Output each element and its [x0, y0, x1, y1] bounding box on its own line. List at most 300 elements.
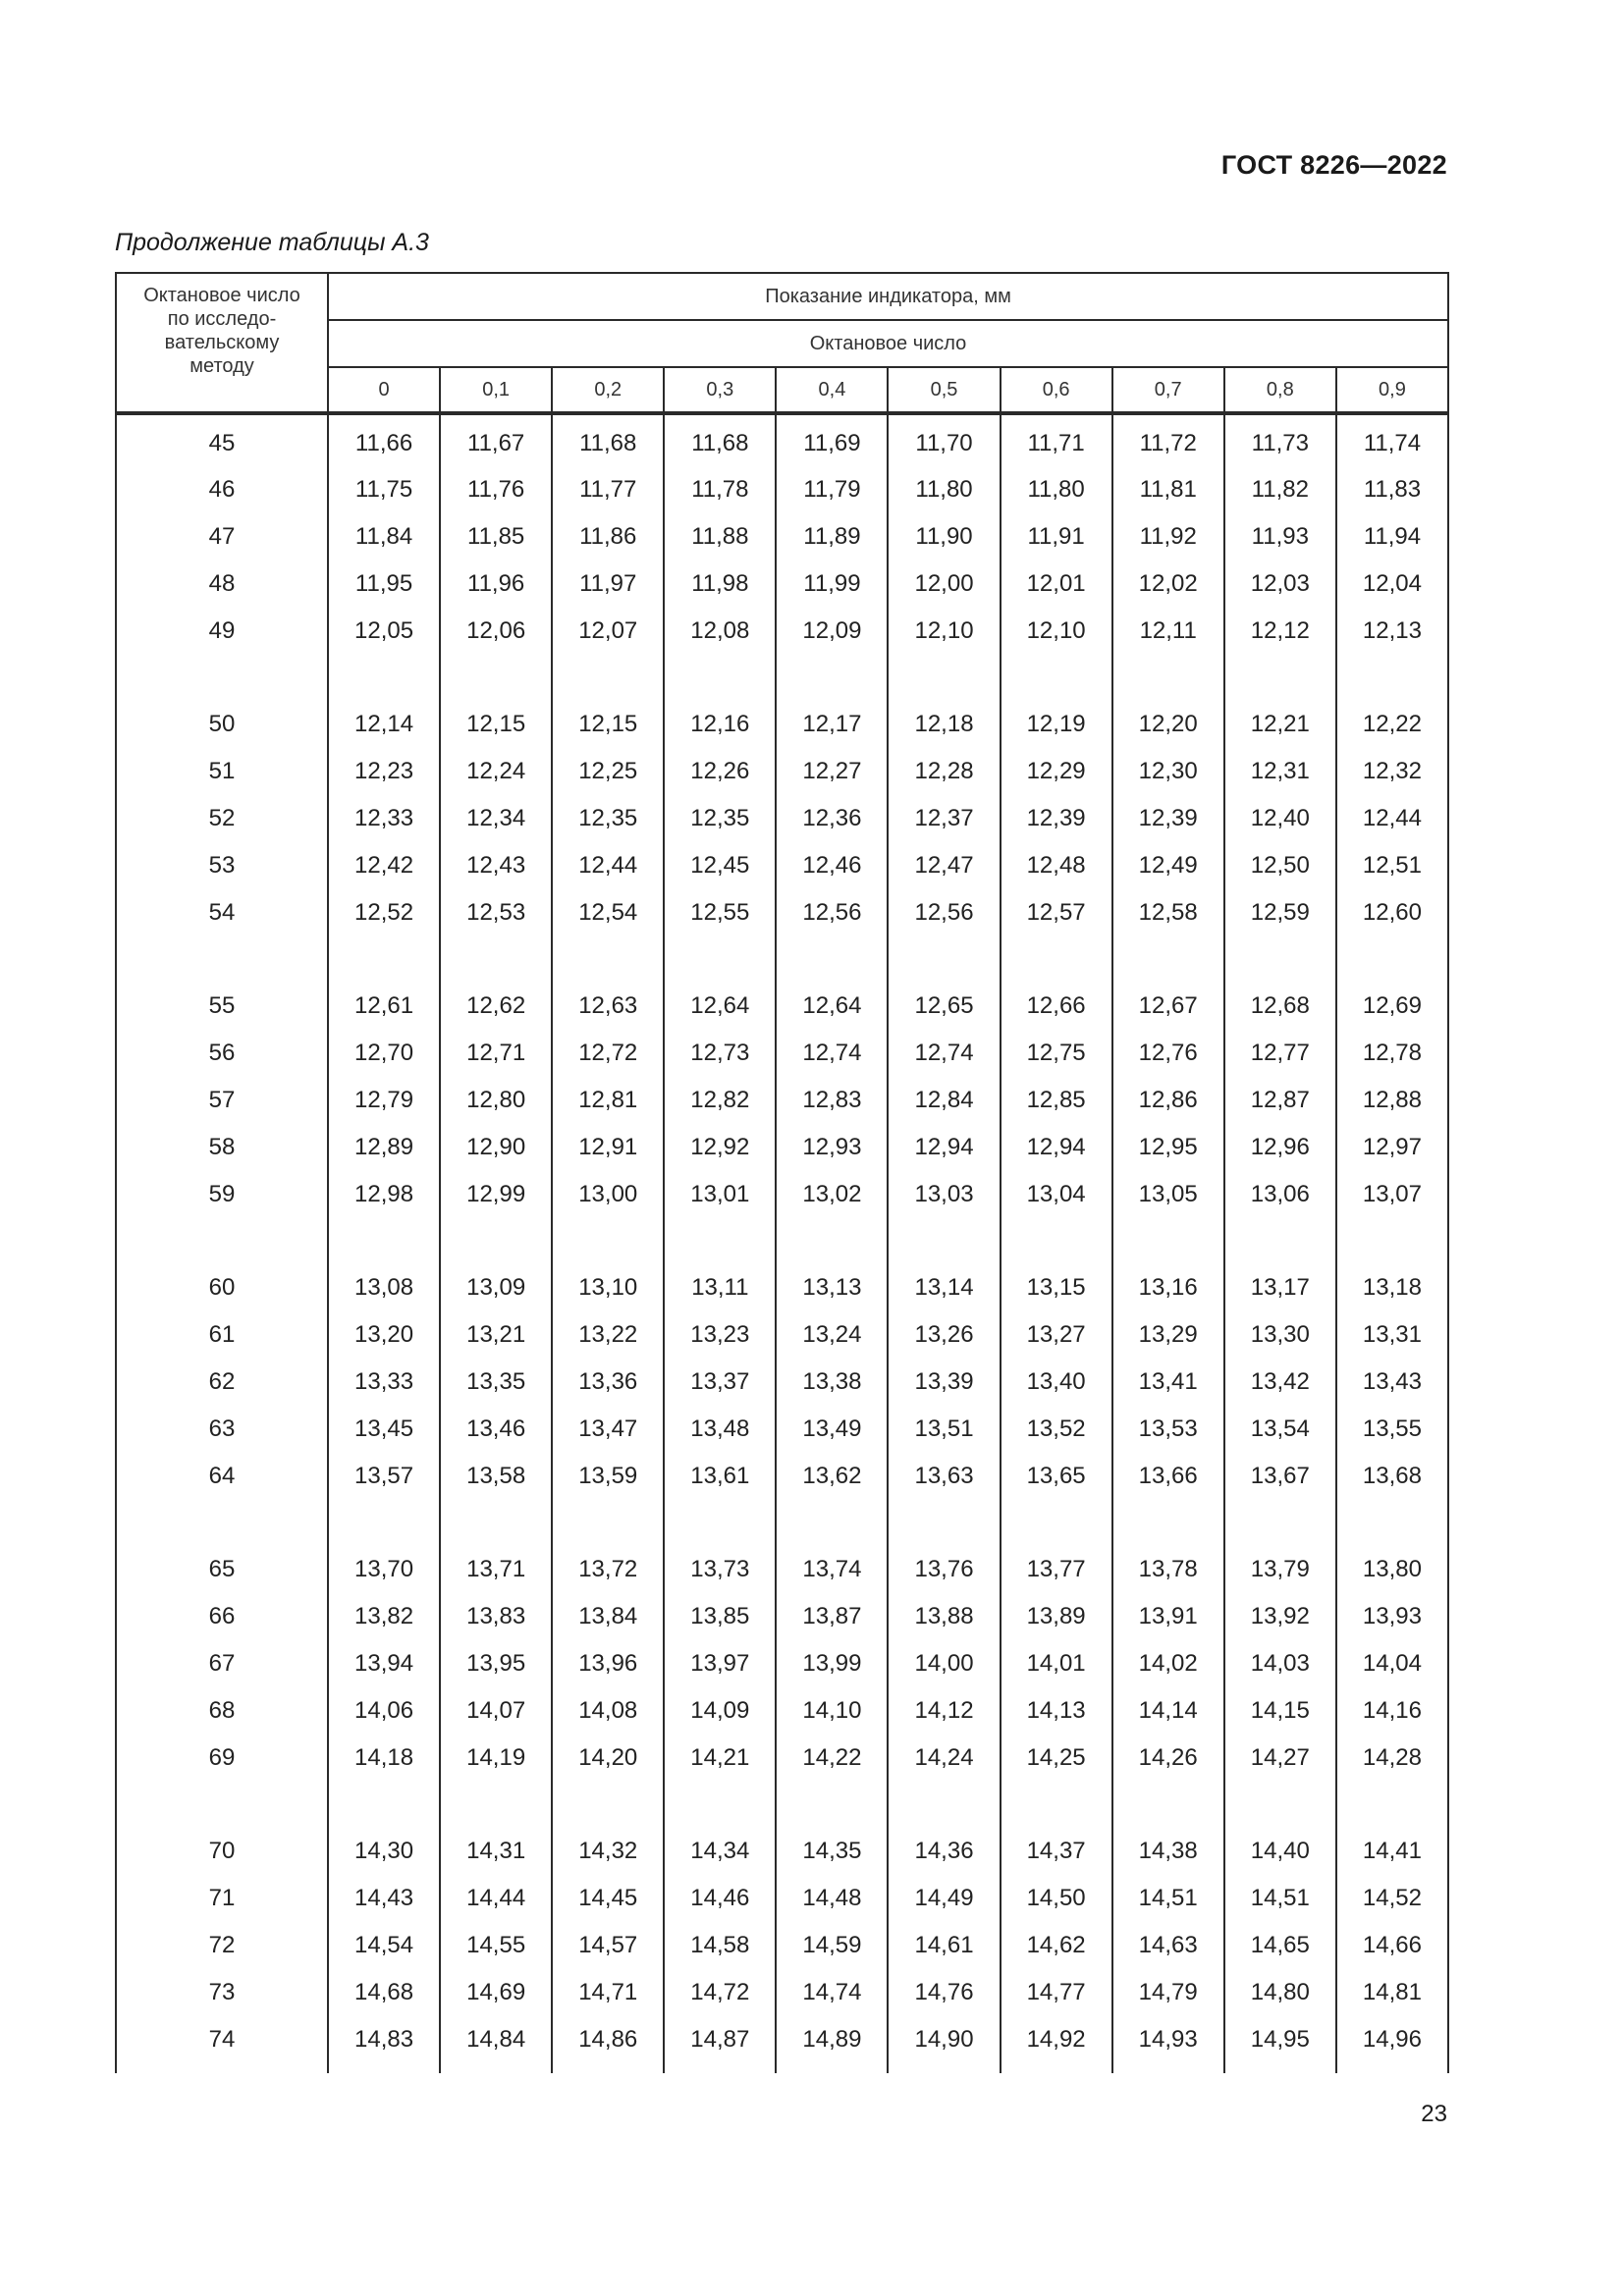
table-row: [116, 466, 1448, 513]
indicator-value-cell: 13,46: [440, 1406, 552, 1453]
indicator-value-cell: 13,52: [1001, 1406, 1112, 1453]
indicator-value-cell: 13,63: [888, 1453, 1000, 1500]
indicator-value-cell: 13,10: [552, 1264, 664, 1311]
indicator-value-cell: 14,20: [552, 1735, 664, 1782]
indicator-value-cell: 12,44: [552, 842, 664, 889]
table-row: [116, 1124, 1448, 1171]
indicator-value-cell: 13,55: [1336, 1406, 1448, 1453]
indicator-value-cell: 12,58: [1112, 889, 1224, 936]
indicator-value-cell: 13,21: [440, 1311, 552, 1359]
indicator-value-cell: 14,54: [328, 1922, 440, 1969]
indicator-value-cell: 14,87: [664, 2016, 776, 2073]
indicator-value-cell: 13,40: [1001, 1359, 1112, 1406]
spacer-cell: [552, 936, 664, 983]
indicator-value-cell: 12,92: [664, 1124, 776, 1171]
indicator-value-cell: 14,01: [1001, 1640, 1112, 1687]
spacer-cell: [888, 1782, 1000, 1828]
indicator-value-cell: 13,76: [888, 1546, 1000, 1593]
octane-number-cell: 60: [116, 1264, 328, 1311]
indicator-value-cell: 12,84: [888, 1077, 1000, 1124]
indicator-value-cell: 14,13: [1001, 1687, 1112, 1735]
indicator-value-cell: 11,80: [888, 466, 1000, 513]
indicator-value-cell: 14,06: [328, 1687, 440, 1735]
indicator-value-cell: 14,61: [888, 1922, 1000, 1969]
indicator-value-cell: 11,80: [1001, 466, 1112, 513]
indicator-value-cell: 14,58: [664, 1922, 776, 1969]
indicator-value-cell: 12,12: [1224, 608, 1336, 655]
octane-number-cell: 63: [116, 1406, 328, 1453]
indicator-value-cell: 12,29: [1001, 748, 1112, 795]
indicator-value-cell: 14,90: [888, 2016, 1000, 2073]
indicator-value-cell: 14,22: [776, 1735, 888, 1782]
table-row: [116, 1922, 1448, 1969]
spacer-cell: [776, 655, 888, 701]
indicator-value-cell: 14,57: [552, 1922, 664, 1969]
indicator-value-cell: 12,74: [776, 1030, 888, 1077]
table-row: [116, 1828, 1448, 1875]
table-row: [116, 889, 1448, 936]
table-row: [116, 748, 1448, 795]
spacer-cell: [776, 1500, 888, 1546]
indicator-value-cell: 12,91: [552, 1124, 664, 1171]
spacer-cell: [328, 936, 440, 983]
indicator-value-cell: 11,78: [664, 466, 776, 513]
indicator-value-cell: 12,62: [440, 983, 552, 1030]
indicator-value-cell: 13,11: [664, 1264, 776, 1311]
spacer-cell: [888, 1218, 1000, 1264]
indicator-value-cell: 12,69: [1336, 983, 1448, 1030]
indicator-value-cell: 11,85: [440, 513, 552, 561]
column-header: 0,4: [776, 367, 888, 413]
indicator-value-cell: 14,93: [1112, 2016, 1224, 2073]
indicator-value-cell: 13,48: [664, 1406, 776, 1453]
indicator-value-cell: 12,59: [1224, 889, 1336, 936]
spacer-cell: [776, 936, 888, 983]
indicator-value-cell: 13,47: [552, 1406, 664, 1453]
spacer-cell: [1001, 1500, 1112, 1546]
indicator-value-cell: 13,74: [776, 1546, 888, 1593]
indicator-value-cell: 12,45: [664, 842, 776, 889]
indicator-value-cell: 13,01: [664, 1171, 776, 1218]
octane-number-cell: 53: [116, 842, 328, 889]
indicator-value-cell: 14,21: [664, 1735, 776, 1782]
indicator-value-cell: 12,83: [776, 1077, 888, 1124]
indicator-value-cell: 13,37: [664, 1359, 776, 1406]
indicator-value-cell: 12,70: [328, 1030, 440, 1077]
indicator-value-cell: 13,16: [1112, 1264, 1224, 1311]
indicator-value-cell: 11,81: [1112, 466, 1224, 513]
indicator-value-cell: 14,41: [1336, 1828, 1448, 1875]
indicator-value-cell: 13,00: [552, 1171, 664, 1218]
octane-number-cell: 47: [116, 513, 328, 561]
indicator-value-cell: 12,11: [1112, 608, 1224, 655]
indicator-value-cell: 14,35: [776, 1828, 888, 1875]
indicator-value-cell: 12,10: [1001, 608, 1112, 655]
indicator-value-cell: 12,55: [664, 889, 776, 936]
indicator-value-cell: 12,00: [888, 561, 1000, 608]
indicator-value-cell: 12,78: [1336, 1030, 1448, 1077]
spacer-cell: [664, 936, 776, 983]
indicator-value-cell: 11,79: [776, 466, 888, 513]
spacer-cell: [1001, 1218, 1112, 1264]
group-spacer-row: [116, 1218, 1448, 1264]
indicator-value-cell: 12,30: [1112, 748, 1224, 795]
indicator-value-cell: 12,13: [1336, 608, 1448, 655]
spacer-cell: [328, 1218, 440, 1264]
indicator-value-cell: 14,52: [1336, 1875, 1448, 1922]
spacer-cell: [664, 1500, 776, 1546]
indicator-value-cell: 12,07: [552, 608, 664, 655]
indicator-value-cell: 14,92: [1001, 2016, 1112, 2073]
indicator-value-cell: 14,45: [552, 1875, 664, 1922]
indicator-value-cell: 12,79: [328, 1077, 440, 1124]
indicator-value-cell: 11,72: [1112, 413, 1224, 466]
indicator-value-cell: 12,34: [440, 795, 552, 842]
indicator-value-cell: 13,96: [552, 1640, 664, 1687]
indicator-value-cell: 13,20: [328, 1311, 440, 1359]
indicator-value-cell: 12,18: [888, 701, 1000, 748]
row-header-line: Октановое число: [143, 285, 300, 306]
indicator-value-cell: 13,17: [1224, 1264, 1336, 1311]
indicator-value-cell: 12,56: [776, 889, 888, 936]
indicator-value-cell: 14,09: [664, 1687, 776, 1735]
octane-number-cell: 51: [116, 748, 328, 795]
indicator-value-cell: 14,32: [552, 1828, 664, 1875]
indicator-value-cell: 13,89: [1001, 1593, 1112, 1640]
group-spacer-row: [116, 1782, 1448, 1828]
indicator-value-cell: 13,22: [552, 1311, 664, 1359]
indicator-value-cell: 14,26: [1112, 1735, 1224, 1782]
table-row: [116, 513, 1448, 561]
indicator-value-cell: 14,25: [1001, 1735, 1112, 1782]
spacer-cell: [1112, 1500, 1224, 1546]
indicator-value-cell: 12,88: [1336, 1077, 1448, 1124]
spacer-cell: [328, 1782, 440, 1828]
indicator-value-cell: 12,86: [1112, 1077, 1224, 1124]
indicator-value-cell: 12,44: [1336, 795, 1448, 842]
indicator-value-cell: 12,47: [888, 842, 1000, 889]
indicator-value-cell: 13,51: [888, 1406, 1000, 1453]
octane-number-cell: 56: [116, 1030, 328, 1077]
indicator-value-cell: 12,37: [888, 795, 1000, 842]
indicator-value-cell: 11,68: [552, 413, 664, 466]
table-row: [116, 1735, 1448, 1782]
indicator-value-cell: 12,67: [1112, 983, 1224, 1030]
indicator-value-cell: 14,37: [1001, 1828, 1112, 1875]
indicator-value-cell: 13,78: [1112, 1546, 1224, 1593]
indicator-value-cell: 13,59: [552, 1453, 664, 1500]
indicator-value-cell: 13,49: [776, 1406, 888, 1453]
indicator-value-cell: 14,84: [440, 2016, 552, 2073]
indicator-value-cell: 14,62: [1001, 1922, 1112, 1969]
indicator-value-cell: 12,89: [328, 1124, 440, 1171]
indicator-value-cell: 13,18: [1336, 1264, 1448, 1311]
octane-number-cell: 46: [116, 466, 328, 513]
spacer-cell: [1224, 936, 1336, 983]
indicator-value-cell: 14,30: [328, 1828, 440, 1875]
indicator-value-cell: 14,44: [440, 1875, 552, 1922]
indicator-value-cell: 13,35: [440, 1359, 552, 1406]
column-header: 0,6: [1001, 367, 1112, 413]
indicator-value-cell: 13,79: [1224, 1546, 1336, 1593]
indicator-value-cell: 13,67: [1224, 1453, 1336, 1500]
octane-number-cell: 54: [116, 889, 328, 936]
indicator-value-cell: 12,72: [552, 1030, 664, 1077]
indicator-value-cell: 14,76: [888, 1969, 1000, 2016]
indicator-value-cell: 11,88: [664, 513, 776, 561]
indicator-value-cell: 14,79: [1112, 1969, 1224, 2016]
indicator-value-cell: 14,03: [1224, 1640, 1336, 1687]
indicator-value-cell: 12,19: [1001, 701, 1112, 748]
indicator-value-cell: 13,27: [1001, 1311, 1112, 1359]
spacer-cell: [328, 1500, 440, 1546]
octane-number-cell: 59: [116, 1171, 328, 1218]
indicator-value-cell: 14,86: [552, 2016, 664, 2073]
column-header: 0,3: [664, 367, 776, 413]
indicator-value-cell: 12,77: [1224, 1030, 1336, 1077]
octane-number-cell: 57: [116, 1077, 328, 1124]
table-row: [116, 1546, 1448, 1593]
indicator-value-cell: 14,24: [888, 1735, 1000, 1782]
spacer-cell: [1112, 1782, 1224, 1828]
indicator-value-cell: 13,65: [1001, 1453, 1112, 1500]
indicator-value-cell: 13,66: [1112, 1453, 1224, 1500]
table-row: [116, 842, 1448, 889]
indicator-value-cell: 14,81: [1336, 1969, 1448, 2016]
indicator-value-cell: 12,64: [776, 983, 888, 1030]
spacer-cell: [552, 1782, 664, 1828]
indicator-value-cell: 12,96: [1224, 1124, 1336, 1171]
octane-number-cell: 61: [116, 1311, 328, 1359]
indicator-value-cell: 12,94: [1001, 1124, 1112, 1171]
indicator-value-cell: 13,99: [776, 1640, 888, 1687]
indicator-value-cell: 13,41: [1112, 1359, 1224, 1406]
indicator-value-cell: 13,26: [888, 1311, 1000, 1359]
octane-number-cell: 45: [116, 413, 328, 466]
table-row: [116, 1640, 1448, 1687]
spacer-cell: [1336, 1782, 1448, 1828]
spacer-cell: [888, 936, 1000, 983]
indicator-value-cell: 12,15: [440, 701, 552, 748]
spacer-cell: [116, 1218, 328, 1264]
spacer-cell: [1112, 655, 1224, 701]
indicator-value-cell: 12,35: [552, 795, 664, 842]
indicator-value-cell: 14,65: [1224, 1922, 1336, 1969]
indicator-value-cell: 12,17: [776, 701, 888, 748]
indicator-value-cell: 13,93: [1336, 1593, 1448, 1640]
indicator-value-cell: 14,28: [1336, 1735, 1448, 1782]
spacer-cell: [888, 655, 1000, 701]
spacer-cell: [1336, 1218, 1448, 1264]
indicator-value-cell: 12,75: [1001, 1030, 1112, 1077]
indicator-value-cell: 11,94: [1336, 513, 1448, 561]
spacer-cell: [440, 936, 552, 983]
indicator-value-cell: 14,07: [440, 1687, 552, 1735]
indicator-value-cell: 12,08: [664, 608, 776, 655]
indicator-value-cell: 12,39: [1001, 795, 1112, 842]
table-row: [116, 1171, 1448, 1218]
indicator-value-cell: 12,02: [1112, 561, 1224, 608]
spacer-cell: [116, 936, 328, 983]
indicator-value-cell: 12,48: [1001, 842, 1112, 889]
indicator-value-cell: 12,94: [888, 1124, 1000, 1171]
indicator-value-cell: 13,53: [1112, 1406, 1224, 1453]
indicator-value-cell: 14,50: [1001, 1875, 1112, 1922]
row-header-line: методу: [189, 355, 254, 377]
indicator-value-cell: 14,63: [1112, 1922, 1224, 1969]
indicator-value-cell: 14,40: [1224, 1828, 1336, 1875]
indicator-value-cell: 12,60: [1336, 889, 1448, 936]
indicator-value-cell: 14,96: [1336, 2016, 1448, 2073]
indicator-value-cell: 12,35: [664, 795, 776, 842]
indicator-value-cell: 12,15: [552, 701, 664, 748]
indicator-value-cell: 14,80: [1224, 1969, 1336, 2016]
spacer-cell: [1336, 936, 1448, 983]
sub-header: Октановое число: [328, 320, 1448, 367]
column-header: 0,1: [440, 367, 552, 413]
indicator-value-cell: 13,45: [328, 1406, 440, 1453]
indicator-value-cell: 11,66: [328, 413, 440, 466]
spacer-cell: [664, 1218, 776, 1264]
indicator-value-cell: 14,83: [328, 2016, 440, 2073]
spacer-cell: [1001, 936, 1112, 983]
octane-number-cell: 68: [116, 1687, 328, 1735]
indicator-value-cell: 12,76: [1112, 1030, 1224, 1077]
indicator-value-cell: 12,54: [552, 889, 664, 936]
indicator-value-cell: 11,86: [552, 513, 664, 561]
spacer-cell: [1224, 1782, 1336, 1828]
table-row: [116, 2016, 1448, 2073]
octane-number-cell: 70: [116, 1828, 328, 1875]
indicator-value-cell: 14,89: [776, 2016, 888, 2073]
spacer-cell: [776, 1218, 888, 1264]
group-spacer-row: [116, 936, 1448, 983]
page-number: 23: [1421, 2101, 1447, 2127]
indicator-value-cell: 13,58: [440, 1453, 552, 1500]
spacer-cell: [1001, 655, 1112, 701]
indicator-value-cell: 11,92: [1112, 513, 1224, 561]
indicator-value-cell: 12,20: [1112, 701, 1224, 748]
indicator-value-cell: 14,04: [1336, 1640, 1448, 1687]
group-spacer-row: [116, 1500, 1448, 1546]
table-row: [116, 1030, 1448, 1077]
indicator-value-cell: 11,77: [552, 466, 664, 513]
indicator-value-cell: 14,43: [328, 1875, 440, 1922]
indicator-value-cell: 13,77: [1001, 1546, 1112, 1593]
indicator-value-cell: 13,33: [328, 1359, 440, 1406]
indicator-value-cell: 12,97: [1336, 1124, 1448, 1171]
indicator-value-cell: 11,74: [1336, 413, 1448, 466]
spacer-cell: [664, 1782, 776, 1828]
table-row: [116, 608, 1448, 655]
indicator-value-cell: 14,72: [664, 1969, 776, 2016]
indicator-value-cell: 14,18: [328, 1735, 440, 1782]
indicator-value-cell: 12,25: [552, 748, 664, 795]
octane-number-cell: 73: [116, 1969, 328, 2016]
table-row: [116, 1264, 1448, 1311]
indicator-value-cell: 13,13: [776, 1264, 888, 1311]
indicator-value-cell: 13,87: [776, 1593, 888, 1640]
indicator-value-cell: 11,69: [776, 413, 888, 466]
indicator-value-cell: 11,76: [440, 466, 552, 513]
column-header: 0,8: [1224, 367, 1336, 413]
indicator-value-cell: 13,97: [664, 1640, 776, 1687]
indicator-value-cell: 14,14: [1112, 1687, 1224, 1735]
indicator-value-cell: 12,04: [1336, 561, 1448, 608]
indicator-value-cell: 12,71: [440, 1030, 552, 1077]
group-spacer-row: [116, 655, 1448, 701]
indicator-value-cell: 14,12: [888, 1687, 1000, 1735]
indicator-value-cell: 13,72: [552, 1546, 664, 1593]
indicator-value-cell: 14,77: [1001, 1969, 1112, 2016]
indicator-value-cell: 13,88: [888, 1593, 1000, 1640]
indicator-value-cell: 12,46: [776, 842, 888, 889]
indicator-value-cell: 12,85: [1001, 1077, 1112, 1124]
indicator-value-cell: 11,73: [1224, 413, 1336, 466]
indicator-value-cell: 12,56: [888, 889, 1000, 936]
octane-number-cell: 52: [116, 795, 328, 842]
indicator-value-cell: 13,57: [328, 1453, 440, 1500]
indicator-value-cell: 14,59: [776, 1922, 888, 1969]
octane-number-cell: 72: [116, 1922, 328, 1969]
indicator-value-cell: 11,95: [328, 561, 440, 608]
octane-conversion-table: [115, 272, 1449, 2073]
standard-code: ГОСТ 8226—2022: [1220, 150, 1447, 180]
indicator-value-cell: 14,49: [888, 1875, 1000, 1922]
table-header: [116, 273, 1448, 413]
indicator-value-cell: 14,36: [888, 1828, 1000, 1875]
octane-number-cell: 58: [116, 1124, 328, 1171]
indicator-value-cell: 12,98: [328, 1171, 440, 1218]
octane-number-cell: 55: [116, 983, 328, 1030]
octane-number-cell: 66: [116, 1593, 328, 1640]
spacer-cell: [1224, 1500, 1336, 1546]
column-header: 0,2: [552, 367, 664, 413]
spacer-cell: [552, 655, 664, 701]
table-row: [116, 1875, 1448, 1922]
indicator-value-cell: 12,49: [1112, 842, 1224, 889]
table-caption: Продолжение таблицы А.3: [115, 229, 429, 256]
indicator-value-cell: 11,68: [664, 413, 776, 466]
table-row: [116, 983, 1448, 1030]
indicator-value-cell: 13,29: [1112, 1311, 1224, 1359]
indicator-value-cell: 12,95: [1112, 1124, 1224, 1171]
indicator-value-cell: 13,71: [440, 1546, 552, 1593]
table-row: [116, 561, 1448, 608]
indicator-value-cell: 12,27: [776, 748, 888, 795]
indicator-value-cell: 12,09: [776, 608, 888, 655]
indicator-value-cell: 13,70: [328, 1546, 440, 1593]
row-header-line: по исследо-: [167, 308, 277, 330]
indicator-value-cell: 12,39: [1112, 795, 1224, 842]
spacer-cell: [116, 1782, 328, 1828]
indicator-value-cell: 12,16: [664, 701, 776, 748]
octane-number-cell: 71: [116, 1875, 328, 1922]
indicator-value-cell: 11,89: [776, 513, 888, 561]
indicator-value-cell: 12,24: [440, 748, 552, 795]
indicator-value-cell: 14,34: [664, 1828, 776, 1875]
spacer-cell: [1224, 655, 1336, 701]
indicator-value-cell: 12,80: [440, 1077, 552, 1124]
table-row: [116, 1687, 1448, 1735]
indicator-value-cell: 13,92: [1224, 1593, 1336, 1640]
indicator-value-cell: 14,27: [1224, 1735, 1336, 1782]
indicator-value-cell: 14,15: [1224, 1687, 1336, 1735]
indicator-value-cell: 12,53: [440, 889, 552, 936]
indicator-value-cell: 12,22: [1336, 701, 1448, 748]
indicator-value-cell: 14,48: [776, 1875, 888, 1922]
spacer-cell: [116, 655, 328, 701]
